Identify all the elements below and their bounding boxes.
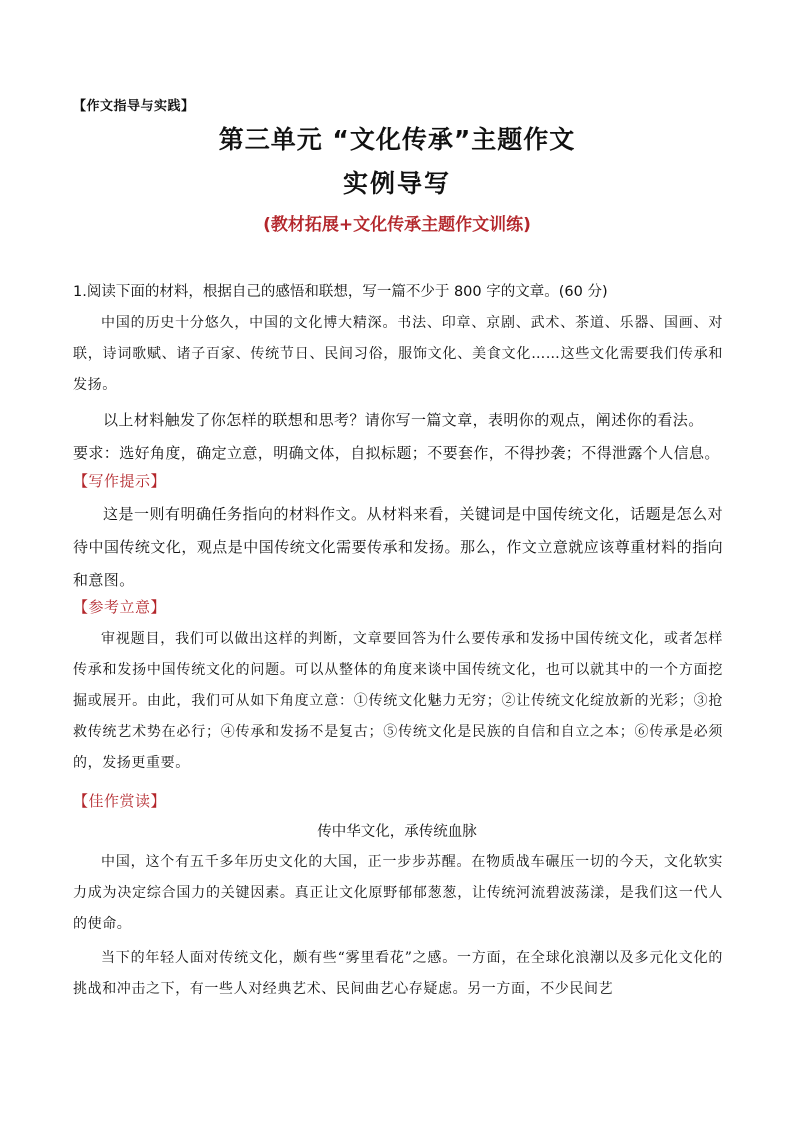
essay-paragraph-1: 中国，这个有五千多年历史文化的大国，正一步步苏醒。在物质战车碾压一切的今天，文化软实力成为决定综合国力的关键因素。真正让文化原野郁郁葱葱，让传统河流碧波荡漾，是我们这一代人的使命。 xyxy=(73,854,723,932)
question-instruction: 以上材料触发了你怎样的联想和思考？请你写一篇文章，表明你的观点，阐述你的看法。 xyxy=(103,411,704,429)
page-title-line2: 实例导写 xyxy=(342,169,451,198)
ideas-heading: 【参考立意】 xyxy=(73,598,167,616)
ideas-body: 审视题目，我们可以做出这样的判断，文章要回答为什么要传承和发扬中国传统文化，或者怎样传承和发扬中国传统文化的问题。可以从整体的角度来谈中国传统文化，也可以就其中的一个方面挖掘或展开。由此，我们可从如下角度立意：①传统文化魅力无穷；②让传统文化绽放新的光彩；③抢救传统艺术势在必行；④传承和发扬不是复古；⑤传统文化是民族的自信和自立之本；⑥传承是必须的，发扬更重要。 xyxy=(73,631,723,771)
essay-heading: 【佳作赏读】 xyxy=(73,792,167,810)
section-tag: 【作文指导与实践】 xyxy=(73,99,195,114)
tips-body: 这是一则有明确任务指向的材料作文。从材料来看，关键词是中国传统文化，话题是怎么对待中国传统文化，观点是中国传统文化需要传承和发扬。那么，作文立意就应该尊重材料的指向和意图。 xyxy=(73,505,723,589)
essay-title: 传中华文化，承传统血脉 xyxy=(317,824,477,840)
question-requirements: 要求：选好角度，确定立意，明确文体，自拟标题；不要套作，不得抄袭；不得泄露个人信息。 xyxy=(73,444,720,462)
question-material: 中国的历史十分悠久，中国的文化博大精深。书法、印章、京剧、武术、茶道、乐器、国画、对联，诗词歌赋、诸子百家、传统节日、民间习俗，服饰文化、美食文化……这些文化需要我们传承和发扬。 xyxy=(73,315,723,393)
essay-paragraph-2: 当下的年轻人面对传统文化，颇有些“雾里看花”之感。一方面，在全球化浪潮以及多元化文化的挑战和冲击之下，有一些人对经典艺术、民间曲艺心存疑虑。另一方面，不少民间艺 xyxy=(73,950,723,997)
page-title: 第三单元 “文化传承”主题作文 xyxy=(218,125,576,154)
tips-heading: 【写作提示】 xyxy=(73,472,167,490)
page-subtitle: (教材拓展+文化传承主题作文训练) xyxy=(263,215,531,235)
question-prompt: 1.阅读下面的材料，根据自己的感悟和联想，写一篇不少于 800 字的文章。(60 分) xyxy=(73,284,608,300)
